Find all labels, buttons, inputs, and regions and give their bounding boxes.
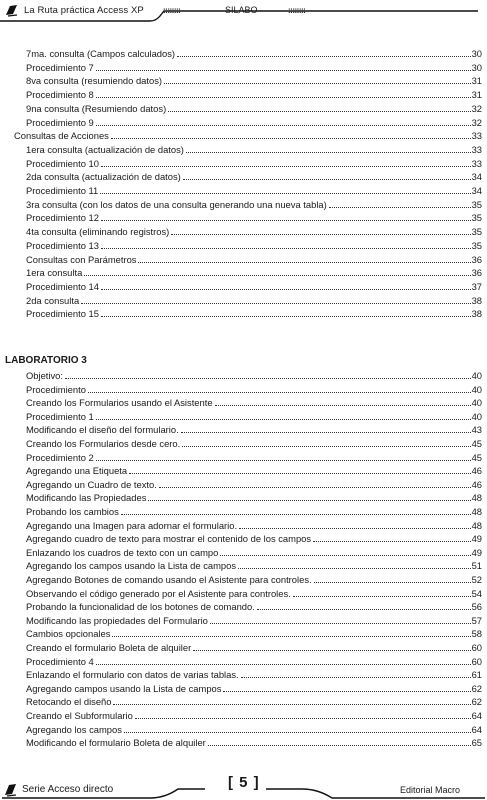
toc-entry-title: Modificando el diseño del formulario. bbox=[26, 424, 179, 436]
toc-entry-title: Modificando las Propiedades bbox=[26, 492, 147, 504]
toc-entry-title: 7ma. consulta (Campos calculados) bbox=[26, 48, 176, 59]
toc-entry-title: Procedimiento 7 bbox=[26, 61, 94, 73]
toc-entry-title: Procedimiento 12 bbox=[26, 212, 99, 224]
toc-entry-title: Procedimiento 13 bbox=[26, 239, 99, 251]
toc-entry-title: Modificando el formulario Boleta de alquiler bbox=[26, 737, 206, 749]
toc-entry-title: Procedimiento 10 bbox=[26, 157, 99, 169]
toc-entry bbox=[26, 294, 482, 307]
toc-entry bbox=[26, 47, 482, 60]
toc-dot-leader bbox=[96, 67, 471, 71]
footer-publisher: Editorial Macro bbox=[400, 785, 461, 795]
toc-dot-leader bbox=[101, 313, 471, 317]
toc-entry bbox=[26, 464, 482, 477]
toc-dot-leader bbox=[241, 674, 471, 678]
toc-entry-title: Enlazando el formulario con datos de varias tablas. bbox=[26, 669, 239, 681]
toc-dot-leader bbox=[129, 470, 470, 474]
toc-entry-title: Procedimiento 2 bbox=[26, 451, 94, 463]
toc-entry bbox=[26, 723, 482, 736]
toc-entry-page: 33 bbox=[471, 130, 482, 142]
toc-entry-title: Creando los Formularios usando el Asistente bbox=[26, 397, 213, 409]
toc-entry bbox=[26, 211, 482, 224]
toc-entry-page: 60 bbox=[471, 655, 482, 667]
toc-entry-page: 49 bbox=[471, 546, 482, 558]
toc-entry-title: 1era consulta bbox=[26, 267, 83, 279]
page-footer bbox=[0, 770, 487, 800]
toc-entry-page: 32 bbox=[471, 116, 482, 128]
toc-dot-leader bbox=[148, 497, 470, 501]
toc-entry bbox=[26, 266, 482, 279]
toc-entry bbox=[26, 668, 482, 681]
page-header bbox=[0, 0, 487, 28]
toc-dot-leader bbox=[101, 245, 471, 249]
toc-entry bbox=[26, 532, 482, 545]
toc-dot-leader bbox=[220, 552, 470, 556]
toc-dot-leader bbox=[111, 135, 471, 139]
section-heading: LABORATORIO 3 bbox=[5, 355, 87, 366]
toc-entry-page: 46 bbox=[471, 465, 482, 477]
header-section: SILABO bbox=[225, 5, 258, 15]
toc-entry bbox=[26, 587, 482, 600]
toc-dot-leader bbox=[181, 429, 471, 433]
toc-dot-leader bbox=[101, 163, 471, 167]
toc-entry-page: 62 bbox=[471, 682, 482, 694]
toc-entry-title: Agregando una Etiqueta bbox=[26, 465, 128, 477]
toc-entry-page: 48 bbox=[471, 519, 482, 531]
toc-dot-leader bbox=[293, 593, 471, 597]
toc-dot-leader bbox=[183, 176, 471, 180]
toc-entry bbox=[26, 682, 482, 695]
toc-entry bbox=[26, 307, 482, 320]
toc-entry bbox=[26, 170, 482, 183]
toc-dot-leader bbox=[223, 688, 470, 692]
toc-dot-leader bbox=[84, 272, 470, 276]
toc-dot-leader bbox=[164, 80, 471, 84]
toc-dot-leader bbox=[210, 620, 471, 624]
toc-entry-page: 32 bbox=[471, 102, 482, 114]
toc-entry-title: 9na consulta (Resumiendo datos) bbox=[26, 102, 167, 114]
toc-entry-page: 35 bbox=[471, 226, 482, 238]
toc-entry bbox=[26, 184, 482, 197]
toc-entry-title: Agregando un Cuadro de texto. bbox=[26, 478, 157, 490]
header-dots-left: :::::::: bbox=[163, 6, 181, 15]
toc-dot-leader bbox=[113, 701, 470, 705]
toc-dot-leader bbox=[138, 259, 470, 263]
toc-entry-title: 8va consulta (resumiendo datos) bbox=[26, 75, 163, 87]
toc-entry-title: Procedimiento 11 bbox=[26, 185, 99, 196]
toc-entry-page: 34 bbox=[471, 185, 482, 196]
toc-entry-title: Probando la funcionalidad de los botones de comando. bbox=[26, 601, 255, 613]
toc-dot-leader bbox=[193, 647, 470, 651]
toc-entry-title: 1era consulta (actualización de datos) bbox=[26, 143, 184, 155]
toc-entry-page: 54 bbox=[471, 587, 482, 599]
toc-dot-leader bbox=[96, 661, 471, 665]
toc-entry bbox=[26, 61, 482, 74]
toc-entry-page: 36 bbox=[471, 267, 482, 279]
toc-entry-title: Cambios opcionales bbox=[26, 628, 111, 640]
toc-entry bbox=[26, 88, 482, 101]
toc-dot-leader bbox=[177, 53, 471, 57]
toc-entry bbox=[26, 559, 482, 572]
toc-entry-page: 37 bbox=[471, 280, 482, 292]
toc-entry-page: 51 bbox=[471, 560, 482, 572]
toc-entry-title: Creando el formulario Boleta de alquiler bbox=[26, 642, 192, 653]
toc-dot-leader bbox=[100, 190, 470, 194]
toc-dot-leader bbox=[65, 375, 471, 379]
toc-dot-leader bbox=[96, 457, 471, 461]
toc-entry-page: 35 bbox=[471, 239, 482, 251]
toc-dot-leader bbox=[168, 108, 470, 112]
toc-entry bbox=[26, 573, 482, 586]
toc-entry-title: Observando el código generado por el Asistente para controles. bbox=[26, 587, 291, 599]
footer-series: Serie Acceso directo bbox=[22, 784, 114, 795]
toc-entry-page: 45 bbox=[471, 438, 482, 449]
book-logo-icon bbox=[5, 3, 19, 17]
toc-dot-leader bbox=[314, 579, 471, 583]
toc-entry bbox=[26, 709, 482, 722]
toc-entry-page: 65 bbox=[471, 737, 482, 749]
toc-entry-title: Agregando Botones de comando usando el Asistente para controles. bbox=[26, 574, 312, 585]
toc-entry-title: Agregando cuadro de texto para mostrar el contenido de los campos bbox=[26, 533, 312, 545]
toc-entry bbox=[26, 546, 482, 559]
toc-entry bbox=[26, 369, 482, 382]
toc-entry-page: 38 bbox=[471, 294, 482, 306]
toc-entry-page: 43 bbox=[471, 424, 482, 436]
toc-dot-leader bbox=[238, 565, 471, 569]
toc-entry-title: Modificando las propiedades del Formulario bbox=[26, 614, 208, 626]
page-number: [ 5 ] bbox=[228, 774, 260, 791]
toc-dot-leader bbox=[171, 231, 470, 235]
toc-dot-leader bbox=[215, 402, 471, 406]
toc-entry-title: Procedimiento 8 bbox=[26, 89, 94, 101]
toc-entry-title: Consultas con Parámetros bbox=[26, 253, 137, 265]
toc-dot-leader bbox=[182, 443, 470, 447]
toc-dot-leader bbox=[186, 149, 471, 153]
toc-entry-page: 57 bbox=[471, 614, 482, 626]
toc-entry bbox=[26, 225, 482, 238]
toc-dot-leader bbox=[257, 606, 471, 610]
toc-entry bbox=[26, 253, 482, 266]
toc-dot-leader bbox=[121, 511, 471, 515]
toc-entry bbox=[26, 627, 482, 640]
toc-dot-leader bbox=[96, 94, 471, 98]
toc-entry-page: 45 bbox=[471, 451, 482, 463]
toc-entry bbox=[26, 641, 482, 654]
toc-entry-title: Retocando el diseño bbox=[26, 696, 112, 708]
toc-entry-page: 35 bbox=[471, 198, 482, 210]
toc-entry bbox=[26, 143, 482, 156]
toc-entry-title: Procedimiento 9 bbox=[26, 116, 94, 128]
toc-entry-title: Enlazando los cuadros de texto con un campo bbox=[26, 546, 219, 558]
toc-dot-leader bbox=[135, 715, 471, 719]
toc-entry-page: 52 bbox=[471, 574, 482, 585]
toc-dot-leader bbox=[88, 389, 471, 393]
toc-entry-page: 58 bbox=[471, 628, 482, 640]
toc-entry bbox=[26, 280, 482, 293]
toc-entry-title: Procedimiento 4 bbox=[26, 655, 94, 667]
header-dots-right: :::::::: bbox=[288, 6, 306, 15]
toc-entry-title: Creando el Subformulario bbox=[26, 710, 133, 721]
toc-entry-page: 48 bbox=[471, 506, 482, 517]
toc-dot-leader bbox=[329, 204, 471, 208]
toc-entry bbox=[26, 423, 482, 436]
toc-entry-title: 4ta consulta (eliminando registros) bbox=[26, 226, 170, 238]
toc-entry-page: 49 bbox=[471, 533, 482, 545]
toc-dot-leader bbox=[81, 300, 470, 304]
toc-entry bbox=[26, 505, 482, 518]
toc-entry-title: Agregando los campos bbox=[26, 723, 122, 735]
toc-entry-title: Consultas de Acciones bbox=[14, 130, 109, 142]
toc-entry-page: 36 bbox=[471, 253, 482, 265]
toc-entry-title: Objetivo: bbox=[26, 370, 63, 381]
toc-entry-title: Agregando los campos usando la Lista de campos bbox=[26, 560, 237, 572]
toc-entry-title: Procedimiento bbox=[26, 383, 86, 395]
toc-entry-title: Procedimiento 1 bbox=[26, 410, 94, 422]
toc-dot-leader bbox=[112, 633, 470, 637]
toc-entry-page: 38 bbox=[471, 308, 482, 320]
toc-entry-page: 56 bbox=[471, 601, 482, 613]
toc-entry-page: 60 bbox=[471, 642, 482, 653]
toc-entry-page: 46 bbox=[471, 478, 482, 490]
toc-dot-leader bbox=[313, 538, 470, 542]
toc-entry-page: 40 bbox=[471, 397, 482, 409]
toc-entry bbox=[26, 198, 482, 211]
toc-dot-leader bbox=[208, 742, 471, 746]
toc-entry bbox=[26, 396, 482, 409]
toc-entry bbox=[26, 451, 482, 464]
toc-entry-title: Agregando una Imagen para adornar el formulario. bbox=[26, 519, 238, 531]
toc-entry-page: 34 bbox=[471, 171, 482, 183]
toc-entry bbox=[26, 437, 482, 450]
toc-dot-leader bbox=[101, 217, 471, 221]
toc-entry bbox=[26, 157, 482, 170]
toc-entry-title: Procedimiento 14 bbox=[26, 280, 99, 292]
toc-entry-page: 31 bbox=[471, 75, 482, 87]
toc-entry bbox=[26, 116, 482, 129]
toc-entry bbox=[26, 410, 482, 423]
toc-entry-page: 48 bbox=[471, 492, 482, 504]
toc-entry bbox=[26, 614, 482, 627]
book-logo-icon bbox=[4, 782, 18, 797]
toc-entry-title: Probando los cambios bbox=[26, 506, 119, 517]
toc-entry bbox=[26, 695, 482, 708]
toc-entry-title: 3ra consulta (con los datos de una consulta generando una nueva tabla) bbox=[26, 198, 327, 210]
toc-entry bbox=[26, 239, 482, 252]
toc-entry-title: Creando los Formularios desde cero. bbox=[26, 438, 181, 449]
toc-entry-page: 64 bbox=[471, 723, 482, 735]
toc-entry-page: 40 bbox=[471, 410, 482, 422]
toc-entry-page: 30 bbox=[471, 48, 482, 59]
toc-entry-page: 40 bbox=[471, 370, 482, 381]
toc-dot-leader bbox=[124, 729, 471, 733]
toc-entry bbox=[26, 600, 482, 613]
toc-entry-page: 31 bbox=[471, 89, 482, 101]
toc-entry bbox=[26, 519, 482, 532]
toc-entry-title: 2da consulta (actualización de datos) bbox=[26, 171, 181, 183]
toc-entry bbox=[26, 74, 482, 87]
toc-entry bbox=[26, 736, 482, 749]
toc-dot-leader bbox=[96, 416, 471, 420]
toc-entry-page: 35 bbox=[471, 212, 482, 224]
toc-entry-page: 33 bbox=[471, 143, 482, 155]
toc-entry-page: 62 bbox=[471, 696, 482, 708]
toc-entry bbox=[26, 383, 482, 396]
toc-entry-title: 2da consulta bbox=[26, 294, 80, 306]
toc-entry-page: 64 bbox=[471, 710, 482, 721]
toc-entry-title: Agregando campos usando la Lista de campos bbox=[26, 682, 222, 694]
header-title: La Ruta práctica Access XP bbox=[24, 5, 144, 16]
toc-entry-page: 61 bbox=[471, 669, 482, 681]
toc-dot-leader bbox=[239, 525, 470, 529]
toc-entry-page: 30 bbox=[471, 61, 482, 73]
toc-entry-title: Procedimiento 15 bbox=[26, 308, 99, 320]
toc-dot-leader bbox=[101, 286, 471, 290]
toc-entry bbox=[14, 129, 482, 142]
toc-dot-leader bbox=[96, 122, 471, 126]
toc-entry-page: 33 bbox=[471, 157, 482, 169]
toc-entry bbox=[26, 491, 482, 504]
toc-dot-leader bbox=[159, 484, 471, 488]
toc-entry bbox=[26, 478, 482, 491]
toc-entry bbox=[26, 102, 482, 115]
toc-entry-page: 40 bbox=[471, 383, 482, 395]
toc-entry bbox=[26, 655, 482, 668]
